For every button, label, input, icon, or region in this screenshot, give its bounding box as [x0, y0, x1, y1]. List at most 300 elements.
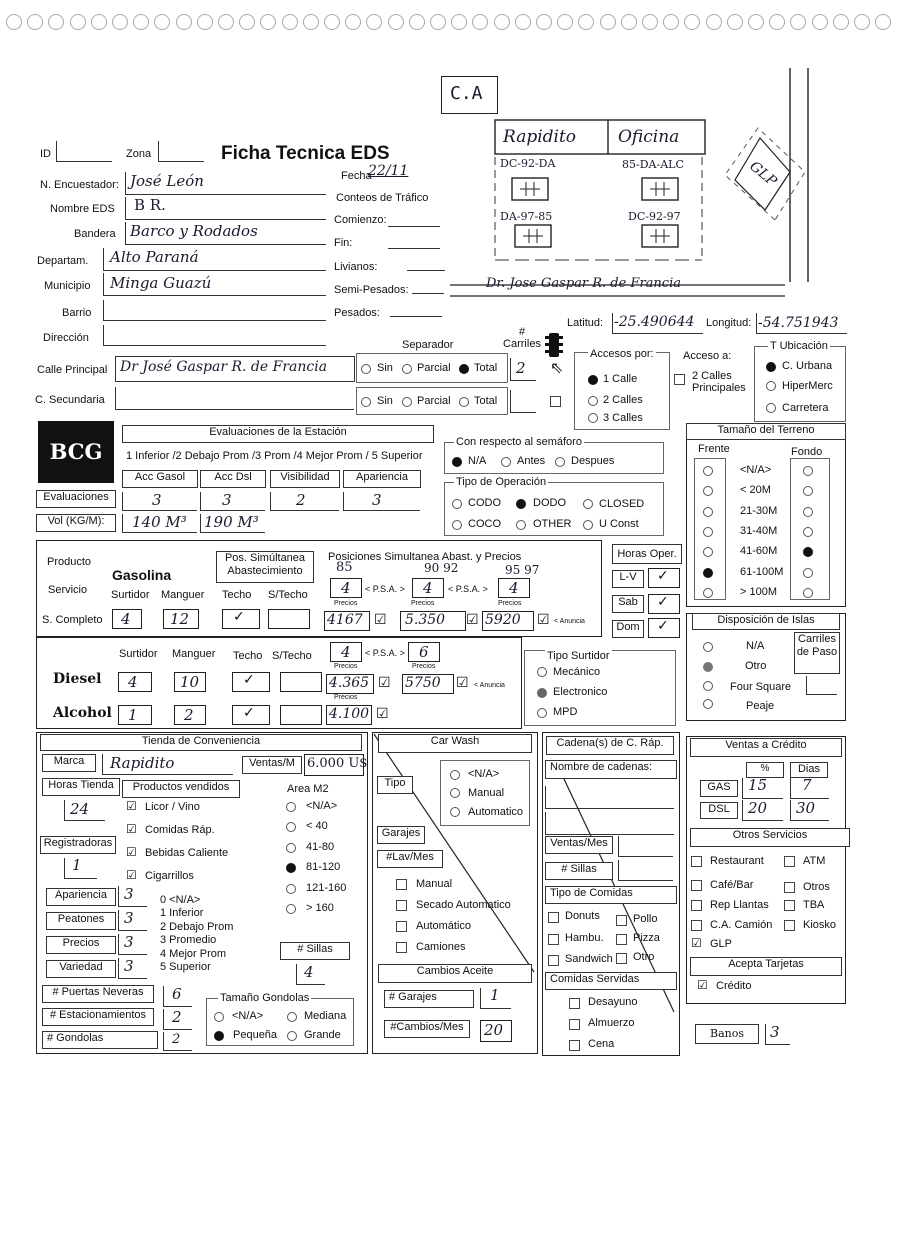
islas-peaje-radio[interactable]	[703, 699, 713, 709]
spiral-hole	[27, 14, 43, 30]
servicio-check[interactable]	[691, 900, 702, 911]
evaluaciones-header	[122, 425, 434, 443]
spiral-hole	[684, 14, 700, 30]
semaforo-na-radio[interactable]	[452, 457, 462, 467]
carretera-label: Carretera	[782, 402, 829, 414]
gas-price-2[interactable]	[400, 611, 466, 631]
fin-field[interactable]	[388, 248, 440, 249]
cw-opt-label: Secado Automatico	[416, 899, 511, 911]
latitud-label: Latitud:	[567, 317, 604, 329]
servida-label: Desayuno	[588, 996, 638, 1008]
fondo-radio[interactable]	[803, 527, 813, 537]
cw-manual-label: Manual	[468, 787, 505, 799]
pesados-field[interactable]	[390, 316, 442, 317]
eval-col-visibilidad	[270, 470, 340, 488]
sep1-sin-radio[interactable]	[361, 364, 371, 374]
comida-label: Donuts	[565, 910, 600, 922]
direccion-field[interactable]	[103, 325, 326, 346]
tienda-precios-label: Precios	[62, 937, 100, 949]
servicio-check[interactable]	[784, 900, 795, 911]
cw-manual-radio[interactable]	[450, 788, 460, 798]
fecha-label: Fecha	[341, 170, 372, 182]
servicio-label: Kiosko	[803, 919, 837, 931]
frente-radio[interactable]	[703, 507, 713, 517]
comida-label: Hambu.	[565, 932, 604, 944]
servicio-label: Rep Llantas	[710, 899, 769, 911]
surtidor-mpd-label: MPD	[553, 706, 578, 718]
producto-check-icon[interactable]: ☑	[126, 822, 137, 836]
gondolas-label-box	[42, 1031, 158, 1049]
servicio-check[interactable]	[691, 856, 702, 867]
spiral-hole	[875, 14, 891, 30]
spiral-hole	[303, 14, 319, 30]
servicio-label: GLP	[710, 938, 733, 950]
cadenas-nombre-field-2[interactable]	[545, 812, 674, 835]
spiral-binding	[0, 14, 909, 34]
gas-manguer-field[interactable]	[163, 609, 199, 629]
escala-item: 1 Inferior	[160, 907, 204, 920]
gas-techo-field[interactable]	[222, 609, 260, 629]
carwash-title: Car Wash	[430, 735, 480, 747]
alc-stecho-field[interactable]	[280, 705, 322, 725]
dsl-techo-check-icon: ✓	[243, 672, 255, 688]
spiral-hole	[6, 14, 22, 30]
escala-item: 0 <N/A>	[160, 894, 201, 906]
alc-surtidor-value: 1	[128, 706, 138, 724]
area-label: 81-120	[306, 861, 341, 874]
sep1-sin-label: Sin	[377, 362, 393, 374]
op-closed-radio[interactable]	[583, 499, 593, 509]
registradoras-label: Registradoras	[43, 837, 113, 849]
frente-radio[interactable]	[703, 527, 713, 537]
eval-visibilidad-value: 2	[296, 491, 306, 509]
gondolas-label: # Gondolas	[47, 1032, 104, 1044]
id-label: ID	[40, 148, 51, 160]
horas-dom-field[interactable]	[648, 618, 680, 638]
comida-check[interactable]	[548, 934, 559, 945]
marca-value: Rapidito	[110, 754, 175, 772]
livianos-label: Livianos:	[334, 261, 378, 273]
spiral-hole	[578, 14, 594, 30]
terreno-size-label: 41-60M	[740, 545, 778, 558]
op-dodo-label: DODO	[533, 497, 566, 509]
comida-check[interactable]	[548, 912, 559, 923]
servicio-check[interactable]	[784, 882, 795, 893]
spiral-hole	[790, 14, 806, 30]
dsl-precios-2: Precios	[412, 663, 436, 670]
servicio-label: Otros	[803, 881, 830, 893]
dsl-surtidor-field[interactable]	[118, 672, 152, 692]
horas-oper-header	[612, 544, 682, 564]
islas-na-radio[interactable]	[703, 642, 713, 652]
dsl-pos-1[interactable]	[330, 642, 362, 662]
acceso-1-radio[interactable]	[588, 375, 598, 385]
alc-techo-check-icon: ✓	[243, 705, 255, 721]
sillas-label-box	[280, 942, 350, 960]
gondola-grande-radio[interactable]	[287, 1031, 297, 1041]
dsl-stecho-field[interactable]	[280, 672, 322, 692]
acceso-2-radio[interactable]	[588, 396, 598, 406]
op-other-radio[interactable]	[516, 520, 526, 530]
depto-value: Alto Paraná	[110, 248, 199, 266]
comida-check[interactable]	[616, 915, 627, 926]
psa-1: < P.S.A. >	[365, 584, 405, 594]
eval-col-acc-gasol	[122, 470, 198, 488]
credito-gas-label: GAS	[707, 781, 731, 793]
sep1-total-radio[interactable]	[459, 364, 469, 374]
grade-85: 85	[336, 560, 353, 575]
cadenas-title: Cadena(s) de C. Ráp.	[556, 737, 664, 749]
cadenas-nombre-box	[545, 760, 677, 779]
bandera-value: Barco y Rodados	[130, 222, 258, 240]
semaforo-antes-label: Antes	[517, 455, 546, 467]
alc-techo-field[interactable]	[232, 705, 270, 725]
frente-radio[interactable]	[703, 466, 713, 476]
bandera-label: Bandera	[74, 228, 116, 240]
islas-otro-radio[interactable]	[703, 662, 713, 672]
zona-label: Zona	[126, 148, 152, 160]
dsl-price-1-value: 4.365	[329, 675, 370, 691]
sep1-parcial-radio[interactable]	[402, 364, 412, 374]
servicio-check[interactable]	[691, 920, 702, 931]
op-closed-label: CLOSED	[599, 498, 645, 510]
surtidor-mpd-radio[interactable]	[537, 708, 547, 718]
spiral-hole	[706, 14, 722, 30]
comida-label: Pizza	[633, 932, 660, 944]
tienda-apariencia-label-box	[46, 888, 116, 906]
site-sketch	[440, 60, 860, 300]
islas-peaje-label: Peaje	[746, 700, 775, 712]
dsl-price-2-value: 5750	[405, 675, 441, 691]
terreno-header	[686, 423, 846, 440]
servicio-check[interactable]	[784, 920, 795, 931]
spiral-hole	[366, 14, 382, 30]
ventas-field[interactable]	[304, 754, 368, 776]
servicio-glp-check-icon[interactable]: ☑	[691, 936, 702, 950]
producto-check-icon[interactable]: ☑	[126, 868, 137, 882]
area-radio[interactable]	[286, 904, 296, 914]
cadenas-tipo-label: Tipo de Comidas	[550, 887, 633, 899]
credito-dias-label: Dias	[797, 763, 820, 775]
producto-label: Licor / Vino	[145, 801, 200, 813]
spiral-hole	[345, 14, 361, 30]
cw-garajes-label: Garajes	[381, 827, 421, 839]
fondo-radio[interactable]	[803, 466, 813, 476]
cw-lav-label: #Lav/Mes	[386, 851, 434, 863]
precios-3: Precios	[498, 600, 522, 607]
eval-acc-dsl-field[interactable]	[200, 492, 265, 511]
cw-tipo-label: Tipo	[384, 777, 406, 789]
cadenas-ventas-field[interactable]	[618, 836, 673, 857]
vol-label-box	[36, 514, 116, 532]
horas-oper-title: Horas Oper.	[617, 548, 677, 560]
alc-manguer-field[interactable]	[174, 705, 206, 725]
marca-label-box	[42, 754, 96, 772]
cadenas-sillas-field[interactable]	[618, 860, 673, 881]
cambios-label: #Cambios/Mes	[390, 1021, 464, 1033]
gas-surtidor-value: 4	[121, 610, 131, 628]
acceso-3-radio[interactable]	[588, 413, 598, 423]
gas-surtidor-field[interactable]	[112, 609, 142, 629]
cw-opt-check[interactable]	[396, 879, 407, 890]
comida-label: Otro	[633, 951, 655, 963]
cadenas-nombre-field-1[interactable]	[545, 786, 674, 809]
credito-gas-pct: 15	[748, 776, 768, 794]
area-title: Area M2	[287, 783, 329, 795]
gas-price-1[interactable]	[324, 611, 370, 631]
semipesados-label: Semi-Pesados:	[334, 284, 409, 296]
gondola-grande-label: Grande	[304, 1029, 341, 1041]
surtidor-electronico-radio[interactable]	[537, 688, 547, 698]
calle-secundaria-label: C. Secundaria	[35, 394, 105, 406]
acceso-a-label: Acceso a:	[683, 350, 732, 362]
calle-secundaria-field[interactable]	[115, 387, 354, 410]
escala-item: 4 Mejor Prom	[160, 947, 227, 960]
aceite-garajes-value: 1	[490, 986, 500, 1004]
dsl-col-techo: Techo	[233, 650, 263, 662]
area-radio[interactable]	[286, 884, 296, 894]
terreno-size-label: < 20M	[740, 484, 771, 497]
spiral-hole	[472, 14, 488, 30]
urbana-radio[interactable]	[766, 362, 776, 372]
gas-pos-3[interactable]	[498, 578, 530, 598]
spiral-hole	[260, 14, 276, 30]
horas-sab-field[interactable]	[648, 594, 680, 614]
gas-stecho-field[interactable]	[268, 609, 310, 629]
principales-check[interactable]	[674, 374, 685, 385]
gas-col-manguer: Manguer	[161, 589, 205, 601]
servicio-label: Servicio	[48, 584, 88, 596]
servicio-check[interactable]	[784, 856, 795, 867]
servida-check[interactable]	[569, 998, 580, 1009]
gas-price-1-check-icon: ☑	[374, 612, 387, 628]
producto-check-icon[interactable]: ☑	[126, 799, 137, 813]
islas-four-label: Four Square	[730, 681, 792, 693]
gas-price-3[interactable]	[482, 611, 534, 631]
escala-item: 2 Debajo Prom	[160, 920, 234, 933]
alc-precios: Precios	[334, 694, 358, 701]
servicio-label: ATM	[803, 855, 826, 867]
op-coco-radio[interactable]	[452, 520, 462, 530]
acceso-1-label: 1 Calle	[603, 373, 638, 385]
cw-auto-radio[interactable]	[450, 807, 460, 817]
area-label: > 160	[306, 902, 334, 914]
comida-check[interactable]	[616, 953, 627, 964]
servidas-box	[545, 972, 677, 990]
fondo-radio[interactable]	[803, 507, 813, 517]
eval-acc-dsl-value: 3	[222, 491, 232, 509]
horas-tienda-label: Horas Tienda	[48, 779, 114, 791]
gondola-mediana-radio[interactable]	[287, 1012, 297, 1022]
spiral-hole	[430, 14, 446, 30]
hipermerc-radio[interactable]	[766, 381, 776, 391]
terreno-title: Tamaño del Terreno	[717, 424, 815, 436]
carriles-paso-field[interactable]	[806, 676, 837, 695]
spiral-hole	[536, 14, 552, 30]
vol-label: Vol (KG/M):	[47, 515, 105, 527]
semaforo-title: Con respecto al semáforo	[456, 436, 582, 448]
frente-radio[interactable]	[703, 568, 713, 578]
spiral-hole	[833, 14, 849, 30]
direccion-label: Dirección	[43, 332, 89, 344]
gondola-pequena-radio[interactable]	[214, 1031, 224, 1041]
neveras-value: 6	[172, 985, 182, 1003]
area-label: 121-160	[306, 881, 347, 894]
servida-check[interactable]	[569, 1040, 580, 1051]
tienda-peatones-value: 3	[124, 909, 134, 927]
comida-label: Pollo	[633, 913, 658, 925]
acceso-3-label: 3 Calles	[603, 412, 643, 424]
fondo-radio[interactable]	[803, 588, 813, 598]
comienzo-field[interactable]	[388, 226, 440, 227]
dsl-psa: < P.S.A. >	[365, 648, 405, 658]
dsl-price-1[interactable]	[326, 674, 374, 694]
cw-opt-check[interactable]	[396, 921, 407, 932]
semaforo-despues-radio[interactable]	[555, 457, 565, 467]
frente-radio[interactable]	[703, 588, 713, 598]
gas-col-techo: Techo	[222, 589, 252, 601]
fondo-radio[interactable]	[803, 568, 813, 578]
tienda-precios-value: 3	[124, 933, 134, 951]
sep1-parcial-label: Parcial	[417, 362, 451, 374]
gas-price-2-check-icon: ☑	[466, 612, 479, 628]
ubicacion-title: T Ubicación	[770, 340, 828, 352]
semaforo-antes-radio[interactable]	[501, 457, 511, 467]
op-codo-label: CODO	[468, 497, 501, 509]
tienda-variedad-label: Variedad	[59, 961, 103, 973]
estac-label-box	[42, 1008, 154, 1026]
spiral-hole	[133, 14, 149, 30]
stamp-text: C.A	[450, 83, 483, 104]
op-uconst-radio[interactable]	[583, 520, 593, 530]
precios-1: Precios	[334, 600, 358, 607]
horas-tienda-value: 24	[70, 800, 90, 818]
otros-header	[690, 828, 850, 847]
otros-title: Otros Servicios	[732, 829, 808, 841]
sketch-code-2: 85-DA-ALC	[622, 158, 684, 171]
dsl-manguer-value: 10	[180, 673, 200, 691]
gas-manguer-value: 12	[170, 610, 190, 628]
gas-pos-2-value: 4	[423, 579, 433, 597]
tarjetas-credito-check-icon[interactable]: ☑	[697, 978, 708, 992]
islas-four-radio[interactable]	[703, 681, 713, 691]
servicio-check[interactable]	[691, 880, 702, 891]
cw-na-radio[interactable]	[450, 770, 460, 780]
alc-surtidor-field[interactable]	[118, 705, 152, 725]
escala-item: 3 Promedio	[160, 934, 217, 947]
nombre-value: B R.	[134, 196, 166, 214]
gondola-pequena-label: Pequeña	[233, 1029, 278, 1041]
servida-check[interactable]	[569, 1019, 580, 1030]
dsl-techo-field[interactable]	[232, 672, 270, 692]
area-label: <N/A>	[306, 800, 338, 812]
spiral-hole	[112, 14, 128, 30]
credito-pct-label: %	[760, 763, 770, 774]
comida-check[interactable]	[548, 955, 559, 966]
dsl-precios-1: Precios	[334, 663, 358, 670]
marca-label: Marca	[53, 755, 85, 767]
sketch-glp: GLP	[746, 158, 780, 190]
spiral-hole	[621, 14, 637, 30]
dsl-manguer-field[interactable]	[174, 672, 206, 692]
op-dodo-radio[interactable]	[516, 499, 526, 509]
op-codo-radio[interactable]	[452, 499, 462, 509]
surtidor-mecanico-radio[interactable]	[537, 667, 547, 677]
cambios-field[interactable]	[480, 1020, 512, 1042]
cw-opt-check[interactable]	[396, 942, 407, 953]
alc-price-check-icon: ☑	[376, 706, 389, 722]
cw-na-label: <N/A>	[468, 768, 500, 780]
pos-simultanea-box	[216, 551, 314, 583]
gas-pos-1[interactable]	[330, 578, 362, 598]
frente-label: Frente	[698, 443, 730, 455]
municipio-label: Municipio	[44, 280, 91, 292]
escala-item: 5 Superior	[160, 961, 211, 973]
servidas-label: Comidas Servidas	[550, 973, 640, 985]
carretera-radio[interactable]	[766, 403, 776, 413]
area-radio[interactable]	[286, 802, 296, 812]
gas-pos-2[interactable]	[412, 578, 444, 598]
dsl-pos-2[interactable]	[408, 642, 440, 662]
barrio-field[interactable]	[103, 300, 326, 321]
operacion-title: Tipo de Operación	[456, 476, 547, 488]
cadenas-sillas-label: # Sillas	[561, 863, 597, 875]
cw-auto-label: Automatico	[468, 806, 524, 818]
sep2-total-radio[interactable]	[459, 397, 469, 407]
surtidor-electronico-label: Electronico	[553, 686, 608, 698]
tipo-surtidor-title: Tipo Surtidor	[547, 650, 610, 662]
carriles-field-2[interactable]	[510, 390, 536, 413]
spiral-hole	[409, 14, 425, 30]
sep2-sin-radio[interactable]	[361, 397, 371, 407]
horas-lv-field[interactable]	[648, 568, 680, 588]
producto-label: Bebidas Caliente	[145, 847, 229, 859]
producto-check-icon[interactable]: ☑	[126, 845, 137, 859]
area-radio[interactable]	[286, 843, 296, 853]
gas-pos-3-value: 4	[509, 579, 519, 597]
terreno-size-label: 31-40M	[740, 524, 778, 537]
carriles-paso-box	[794, 632, 840, 674]
dsl-price-2[interactable]	[402, 674, 454, 694]
eval-col-acc-dsl-label: Acc Dsl	[214, 471, 252, 483]
sketch-code-3: DA-97-85	[500, 210, 553, 223]
carriles-value-1: 2	[516, 359, 526, 377]
ventas-label-box	[242, 756, 302, 774]
grade-95-97: 95 97	[505, 563, 540, 577]
cw-opt-check[interactable]	[396, 900, 407, 911]
sillas-label: # Sillas	[297, 943, 333, 955]
gondola-na-radio[interactable]	[214, 1012, 224, 1022]
islas-title: Disposición de Islas	[717, 614, 815, 626]
evaluaciones-scale: 1 Inferior /2 Debajo Prom /3 Prom /4 Mejor Prom / 5 Superior	[126, 450, 423, 462]
id-field[interactable]	[56, 141, 112, 162]
sep2-parcial-radio[interactable]	[402, 397, 412, 407]
tienda-peatones-label-box	[46, 912, 116, 930]
form-title: Ficha Tecnica EDS	[221, 143, 390, 164]
evaluaciones-title: Evaluaciones de la Estación	[209, 426, 347, 438]
dsl-price-2-check-icon: ☑	[456, 675, 469, 691]
diesel-name: Diesel	[53, 671, 102, 687]
calle-principal-label: Calle Principal	[37, 364, 108, 376]
zona-field[interactable]	[158, 141, 204, 162]
gondolas-value: 2	[172, 1032, 181, 1047]
sep2-check[interactable]	[550, 396, 561, 407]
comida-check[interactable]	[616, 934, 627, 945]
alc-price[interactable]	[326, 705, 372, 725]
spiral-hole	[642, 14, 658, 30]
servida-label: Almuerzo	[588, 1017, 635, 1029]
carriles-label: # Carriles	[503, 326, 541, 350]
